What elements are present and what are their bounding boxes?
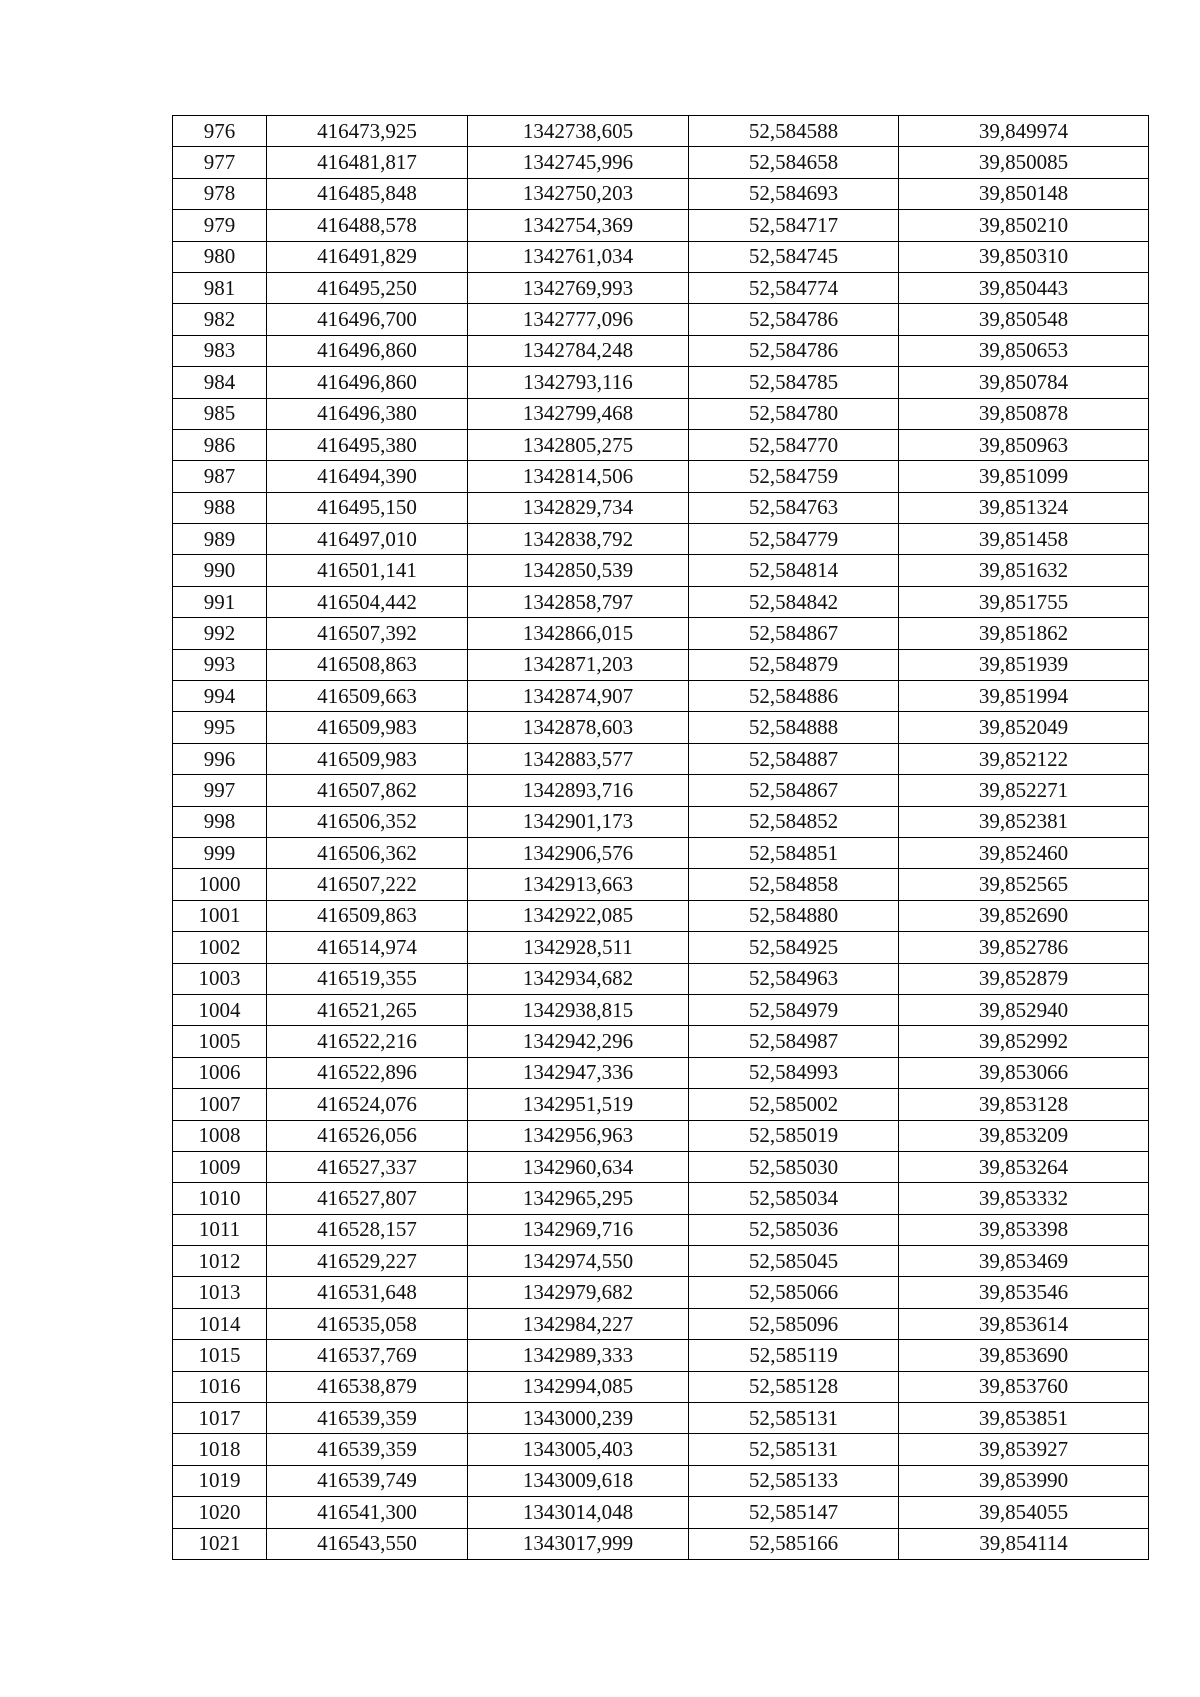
latitude-cell: 52,584786 xyxy=(689,335,899,366)
longitude-cell: 39,851632 xyxy=(899,555,1149,586)
y-coordinate-cell: 1342994,085 xyxy=(468,1371,689,1402)
table-row xyxy=(173,461,1149,492)
table-row xyxy=(173,178,1149,209)
latitude-cell: 52,585045 xyxy=(689,1246,899,1277)
x-coordinate-cell: 416538,879 xyxy=(267,1371,468,1402)
x-coordinate-cell: 416509,863 xyxy=(267,900,468,931)
latitude-cell: 52,584693 xyxy=(689,178,899,209)
longitude-cell: 39,853614 xyxy=(899,1308,1149,1339)
longitude-cell: 39,852940 xyxy=(899,994,1149,1025)
y-coordinate-cell: 1342784,248 xyxy=(468,335,689,366)
point-number-cell: 988 xyxy=(173,492,267,523)
y-coordinate-cell: 1342951,519 xyxy=(468,1089,689,1120)
y-coordinate-cell: 1343000,239 xyxy=(468,1403,689,1434)
point-number-cell: 1000 xyxy=(173,869,267,900)
longitude-cell: 39,851458 xyxy=(899,524,1149,555)
point-number-cell: 1013 xyxy=(173,1277,267,1308)
y-coordinate-cell: 1342969,716 xyxy=(468,1214,689,1245)
x-coordinate-cell: 416527,337 xyxy=(267,1151,468,1182)
x-coordinate-cell: 416527,807 xyxy=(267,1183,468,1214)
point-number-cell: 1017 xyxy=(173,1403,267,1434)
longitude-cell: 39,854114 xyxy=(899,1528,1149,1559)
latitude-cell: 52,584717 xyxy=(689,210,899,241)
y-coordinate-cell: 1342769,993 xyxy=(468,272,689,303)
x-coordinate-cell: 416509,663 xyxy=(267,681,468,712)
table-row xyxy=(173,492,1149,523)
table-row xyxy=(173,524,1149,555)
point-number-cell: 986 xyxy=(173,429,267,460)
x-coordinate-cell: 416528,157 xyxy=(267,1214,468,1245)
table-row xyxy=(173,775,1149,806)
table-row xyxy=(173,241,1149,272)
x-coordinate-cell: 416524,076 xyxy=(267,1089,468,1120)
y-coordinate-cell: 1342989,333 xyxy=(468,1340,689,1371)
point-number-cell: 1018 xyxy=(173,1434,267,1465)
latitude-cell: 52,584842 xyxy=(689,586,899,617)
x-coordinate-cell: 416485,848 xyxy=(267,178,468,209)
y-coordinate-cell: 1342979,682 xyxy=(468,1277,689,1308)
latitude-cell: 52,585128 xyxy=(689,1371,899,1402)
latitude-cell: 52,584880 xyxy=(689,900,899,931)
latitude-cell: 52,584993 xyxy=(689,1057,899,1088)
point-number-cell: 1005 xyxy=(173,1026,267,1057)
y-coordinate-cell: 1342883,577 xyxy=(468,743,689,774)
longitude-cell: 39,849974 xyxy=(899,116,1149,147)
point-number-cell: 997 xyxy=(173,775,267,806)
longitude-cell: 39,853264 xyxy=(899,1151,1149,1182)
point-number-cell: 983 xyxy=(173,335,267,366)
point-number-cell: 1003 xyxy=(173,963,267,994)
table-row xyxy=(173,743,1149,774)
latitude-cell: 52,585002 xyxy=(689,1089,899,1120)
longitude-cell: 39,851939 xyxy=(899,649,1149,680)
x-coordinate-cell: 416521,265 xyxy=(267,994,468,1025)
x-coordinate-cell: 416491,829 xyxy=(267,241,468,272)
longitude-cell: 39,851324 xyxy=(899,492,1149,523)
table-body xyxy=(173,116,1149,1560)
x-coordinate-cell: 416541,300 xyxy=(267,1497,468,1528)
latitude-cell: 52,585096 xyxy=(689,1308,899,1339)
table-row xyxy=(173,1120,1149,1151)
x-coordinate-cell: 416522,896 xyxy=(267,1057,468,1088)
longitude-cell: 39,850653 xyxy=(899,335,1149,366)
x-coordinate-cell: 416507,862 xyxy=(267,775,468,806)
table-row xyxy=(173,900,1149,931)
table-row xyxy=(173,335,1149,366)
coordinates-table xyxy=(172,115,1149,1560)
latitude-cell: 52,584858 xyxy=(689,869,899,900)
y-coordinate-cell: 1342974,550 xyxy=(468,1246,689,1277)
longitude-cell: 39,853332 xyxy=(899,1183,1149,1214)
point-number-cell: 991 xyxy=(173,586,267,617)
longitude-cell: 39,853851 xyxy=(899,1403,1149,1434)
longitude-cell: 39,852786 xyxy=(899,932,1149,963)
point-number-cell: 979 xyxy=(173,210,267,241)
y-coordinate-cell: 1343014,048 xyxy=(468,1497,689,1528)
point-number-cell: 1021 xyxy=(173,1528,267,1559)
y-coordinate-cell: 1342814,506 xyxy=(468,461,689,492)
longitude-cell: 39,853690 xyxy=(899,1340,1149,1371)
longitude-cell: 39,854055 xyxy=(899,1497,1149,1528)
latitude-cell: 52,584786 xyxy=(689,304,899,335)
longitude-cell: 39,850085 xyxy=(899,147,1149,178)
longitude-cell: 39,853398 xyxy=(899,1214,1149,1245)
y-coordinate-cell: 1343017,999 xyxy=(468,1528,689,1559)
longitude-cell: 39,853760 xyxy=(899,1371,1149,1402)
latitude-cell: 52,585119 xyxy=(689,1340,899,1371)
y-coordinate-cell: 1342754,369 xyxy=(468,210,689,241)
x-coordinate-cell: 416509,983 xyxy=(267,743,468,774)
x-coordinate-cell: 416497,010 xyxy=(267,524,468,555)
y-coordinate-cell: 1342938,815 xyxy=(468,994,689,1025)
x-coordinate-cell: 416519,355 xyxy=(267,963,468,994)
table-row xyxy=(173,304,1149,335)
y-coordinate-cell: 1343005,403 xyxy=(468,1434,689,1465)
point-number-cell: 984 xyxy=(173,367,267,398)
x-coordinate-cell: 416526,056 xyxy=(267,1120,468,1151)
longitude-cell: 39,852460 xyxy=(899,837,1149,868)
table-row xyxy=(173,1151,1149,1182)
y-coordinate-cell: 1342745,996 xyxy=(468,147,689,178)
x-coordinate-cell: 416481,817 xyxy=(267,147,468,178)
point-number-cell: 980 xyxy=(173,241,267,272)
latitude-cell: 52,584987 xyxy=(689,1026,899,1057)
x-coordinate-cell: 416539,749 xyxy=(267,1465,468,1496)
table-row xyxy=(173,1246,1149,1277)
latitude-cell: 52,584759 xyxy=(689,461,899,492)
point-number-cell: 982 xyxy=(173,304,267,335)
table-row xyxy=(173,1057,1149,1088)
latitude-cell: 52,584851 xyxy=(689,837,899,868)
point-number-cell: 1008 xyxy=(173,1120,267,1151)
table-row xyxy=(173,994,1149,1025)
point-number-cell: 994 xyxy=(173,681,267,712)
x-coordinate-cell: 416537,769 xyxy=(267,1340,468,1371)
longitude-cell: 39,853209 xyxy=(899,1120,1149,1151)
x-coordinate-cell: 416543,550 xyxy=(267,1528,468,1559)
latitude-cell: 52,585147 xyxy=(689,1497,899,1528)
y-coordinate-cell: 1342866,015 xyxy=(468,618,689,649)
longitude-cell: 39,850963 xyxy=(899,429,1149,460)
point-number-cell: 998 xyxy=(173,806,267,837)
table-row xyxy=(173,649,1149,680)
x-coordinate-cell: 416473,925 xyxy=(267,116,468,147)
table-row xyxy=(173,963,1149,994)
x-coordinate-cell: 416496,700 xyxy=(267,304,468,335)
x-coordinate-cell: 416494,390 xyxy=(267,461,468,492)
table-row xyxy=(173,367,1149,398)
longitude-cell: 39,851862 xyxy=(899,618,1149,649)
table-row xyxy=(173,116,1149,147)
latitude-cell: 52,584780 xyxy=(689,398,899,429)
longitude-cell: 39,850443 xyxy=(899,272,1149,303)
x-coordinate-cell: 416507,222 xyxy=(267,869,468,900)
x-coordinate-cell: 416495,250 xyxy=(267,272,468,303)
y-coordinate-cell: 1343009,618 xyxy=(468,1465,689,1496)
longitude-cell: 39,850148 xyxy=(899,178,1149,209)
point-number-cell: 978 xyxy=(173,178,267,209)
x-coordinate-cell: 416506,362 xyxy=(267,837,468,868)
y-coordinate-cell: 1342928,511 xyxy=(468,932,689,963)
longitude-cell: 39,850310 xyxy=(899,241,1149,272)
longitude-cell: 39,853128 xyxy=(899,1089,1149,1120)
longitude-cell: 39,853546 xyxy=(899,1277,1149,1308)
point-number-cell: 1016 xyxy=(173,1371,267,1402)
point-number-cell: 995 xyxy=(173,712,267,743)
point-number-cell: 1009 xyxy=(173,1151,267,1182)
y-coordinate-cell: 1342901,173 xyxy=(468,806,689,837)
latitude-cell: 52,584925 xyxy=(689,932,899,963)
latitude-cell: 52,584770 xyxy=(689,429,899,460)
longitude-cell: 39,850210 xyxy=(899,210,1149,241)
y-coordinate-cell: 1342906,576 xyxy=(468,837,689,868)
x-coordinate-cell: 416539,359 xyxy=(267,1403,468,1434)
table-row xyxy=(173,1183,1149,1214)
latitude-cell: 52,584888 xyxy=(689,712,899,743)
latitude-cell: 52,584963 xyxy=(689,963,899,994)
longitude-cell: 39,852381 xyxy=(899,806,1149,837)
y-coordinate-cell: 1342893,716 xyxy=(468,775,689,806)
x-coordinate-cell: 416496,860 xyxy=(267,335,468,366)
y-coordinate-cell: 1342793,116 xyxy=(468,367,689,398)
latitude-cell: 52,585019 xyxy=(689,1120,899,1151)
latitude-cell: 52,584887 xyxy=(689,743,899,774)
longitude-cell: 39,853927 xyxy=(899,1434,1149,1465)
table-row xyxy=(173,1465,1149,1496)
latitude-cell: 52,584658 xyxy=(689,147,899,178)
x-coordinate-cell: 416531,648 xyxy=(267,1277,468,1308)
longitude-cell: 39,852271 xyxy=(899,775,1149,806)
table-row xyxy=(173,429,1149,460)
x-coordinate-cell: 416535,058 xyxy=(267,1308,468,1339)
latitude-cell: 52,584779 xyxy=(689,524,899,555)
y-coordinate-cell: 1342829,734 xyxy=(468,492,689,523)
point-number-cell: 985 xyxy=(173,398,267,429)
point-number-cell: 1010 xyxy=(173,1183,267,1214)
y-coordinate-cell: 1342956,963 xyxy=(468,1120,689,1151)
table-row xyxy=(173,586,1149,617)
table-row xyxy=(173,1089,1149,1120)
x-coordinate-cell: 416495,150 xyxy=(267,492,468,523)
x-coordinate-cell: 416488,578 xyxy=(267,210,468,241)
point-number-cell: 993 xyxy=(173,649,267,680)
latitude-cell: 52,585133 xyxy=(689,1465,899,1496)
point-number-cell: 1004 xyxy=(173,994,267,1025)
longitude-cell: 39,852049 xyxy=(899,712,1149,743)
table-row xyxy=(173,1371,1149,1402)
table-row xyxy=(173,1403,1149,1434)
table-row xyxy=(173,712,1149,743)
y-coordinate-cell: 1342738,605 xyxy=(468,116,689,147)
latitude-cell: 52,585034 xyxy=(689,1183,899,1214)
x-coordinate-cell: 416509,983 xyxy=(267,712,468,743)
latitude-cell: 52,584979 xyxy=(689,994,899,1025)
y-coordinate-cell: 1342874,907 xyxy=(468,681,689,712)
latitude-cell: 52,585131 xyxy=(689,1403,899,1434)
point-number-cell: 1007 xyxy=(173,1089,267,1120)
latitude-cell: 52,585036 xyxy=(689,1214,899,1245)
longitude-cell: 39,851755 xyxy=(899,586,1149,617)
table-row xyxy=(173,1026,1149,1057)
y-coordinate-cell: 1342750,203 xyxy=(468,178,689,209)
longitude-cell: 39,852879 xyxy=(899,963,1149,994)
latitude-cell: 52,584867 xyxy=(689,775,899,806)
x-coordinate-cell: 416504,442 xyxy=(267,586,468,617)
longitude-cell: 39,852122 xyxy=(899,743,1149,774)
point-number-cell: 996 xyxy=(173,743,267,774)
point-number-cell: 999 xyxy=(173,837,267,868)
table-row xyxy=(173,1308,1149,1339)
longitude-cell: 39,850878 xyxy=(899,398,1149,429)
y-coordinate-cell: 1342805,275 xyxy=(468,429,689,460)
point-number-cell: 1012 xyxy=(173,1246,267,1277)
x-coordinate-cell: 416506,352 xyxy=(267,806,468,837)
y-coordinate-cell: 1342799,468 xyxy=(468,398,689,429)
longitude-cell: 39,853990 xyxy=(899,1465,1149,1496)
table-row xyxy=(173,1434,1149,1465)
table-row xyxy=(173,1497,1149,1528)
table-row xyxy=(173,1528,1149,1559)
y-coordinate-cell: 1342777,096 xyxy=(468,304,689,335)
longitude-cell: 39,852992 xyxy=(899,1026,1149,1057)
x-coordinate-cell: 416501,141 xyxy=(267,555,468,586)
latitude-cell: 52,585030 xyxy=(689,1151,899,1182)
x-coordinate-cell: 416508,863 xyxy=(267,649,468,680)
point-number-cell: 977 xyxy=(173,147,267,178)
longitude-cell: 39,851099 xyxy=(899,461,1149,492)
y-coordinate-cell: 1342947,336 xyxy=(468,1057,689,1088)
point-number-cell: 1019 xyxy=(173,1465,267,1496)
table-row xyxy=(173,618,1149,649)
point-number-cell: 1014 xyxy=(173,1308,267,1339)
latitude-cell: 52,584867 xyxy=(689,618,899,649)
latitude-cell: 52,585166 xyxy=(689,1528,899,1559)
y-coordinate-cell: 1342965,295 xyxy=(468,1183,689,1214)
latitude-cell: 52,584763 xyxy=(689,492,899,523)
longitude-cell: 39,852565 xyxy=(899,869,1149,900)
x-coordinate-cell: 416495,380 xyxy=(267,429,468,460)
y-coordinate-cell: 1342984,227 xyxy=(468,1308,689,1339)
table-row xyxy=(173,147,1149,178)
table-row xyxy=(173,806,1149,837)
y-coordinate-cell: 1342942,296 xyxy=(468,1026,689,1057)
latitude-cell: 52,584774 xyxy=(689,272,899,303)
x-coordinate-cell: 416522,216 xyxy=(267,1026,468,1057)
point-number-cell: 992 xyxy=(173,618,267,649)
point-number-cell: 1020 xyxy=(173,1497,267,1528)
y-coordinate-cell: 1342913,663 xyxy=(468,869,689,900)
y-coordinate-cell: 1342858,797 xyxy=(468,586,689,617)
point-number-cell: 1011 xyxy=(173,1214,267,1245)
point-number-cell: 1015 xyxy=(173,1340,267,1371)
table-row xyxy=(173,1340,1149,1371)
y-coordinate-cell: 1342871,203 xyxy=(468,649,689,680)
longitude-cell: 39,853469 xyxy=(899,1246,1149,1277)
latitude-cell: 52,584588 xyxy=(689,116,899,147)
longitude-cell: 39,851994 xyxy=(899,681,1149,712)
table-row xyxy=(173,869,1149,900)
point-number-cell: 1006 xyxy=(173,1057,267,1088)
x-coordinate-cell: 416529,227 xyxy=(267,1246,468,1277)
table-row xyxy=(173,681,1149,712)
x-coordinate-cell: 416514,974 xyxy=(267,932,468,963)
point-number-cell: 1002 xyxy=(173,932,267,963)
y-coordinate-cell: 1342838,792 xyxy=(468,524,689,555)
latitude-cell: 52,585131 xyxy=(689,1434,899,1465)
table-row xyxy=(173,398,1149,429)
table-row xyxy=(173,272,1149,303)
y-coordinate-cell: 1342960,634 xyxy=(468,1151,689,1182)
latitude-cell: 52,584879 xyxy=(689,649,899,680)
latitude-cell: 52,584852 xyxy=(689,806,899,837)
point-number-cell: 987 xyxy=(173,461,267,492)
x-coordinate-cell: 416496,860 xyxy=(267,367,468,398)
y-coordinate-cell: 1342761,034 xyxy=(468,241,689,272)
longitude-cell: 39,852690 xyxy=(899,900,1149,931)
x-coordinate-cell: 416496,380 xyxy=(267,398,468,429)
y-coordinate-cell: 1342934,682 xyxy=(468,963,689,994)
longitude-cell: 39,853066 xyxy=(899,1057,1149,1088)
latitude-cell: 52,584886 xyxy=(689,681,899,712)
table-row xyxy=(173,1214,1149,1245)
latitude-cell: 52,585066 xyxy=(689,1277,899,1308)
y-coordinate-cell: 1342878,603 xyxy=(468,712,689,743)
table-row xyxy=(173,1277,1149,1308)
y-coordinate-cell: 1342922,085 xyxy=(468,900,689,931)
point-number-cell: 990 xyxy=(173,555,267,586)
table-row xyxy=(173,837,1149,868)
x-coordinate-cell: 416507,392 xyxy=(267,618,468,649)
table-row xyxy=(173,555,1149,586)
point-number-cell: 989 xyxy=(173,524,267,555)
longitude-cell: 39,850548 xyxy=(899,304,1149,335)
point-number-cell: 1001 xyxy=(173,900,267,931)
longitude-cell: 39,850784 xyxy=(899,367,1149,398)
latitude-cell: 52,584814 xyxy=(689,555,899,586)
latitude-cell: 52,584745 xyxy=(689,241,899,272)
point-number-cell: 981 xyxy=(173,272,267,303)
latitude-cell: 52,584785 xyxy=(689,367,899,398)
table-row xyxy=(173,932,1149,963)
table-row xyxy=(173,210,1149,241)
x-coordinate-cell: 416539,359 xyxy=(267,1434,468,1465)
point-number-cell: 976 xyxy=(173,116,267,147)
y-coordinate-cell: 1342850,539 xyxy=(468,555,689,586)
